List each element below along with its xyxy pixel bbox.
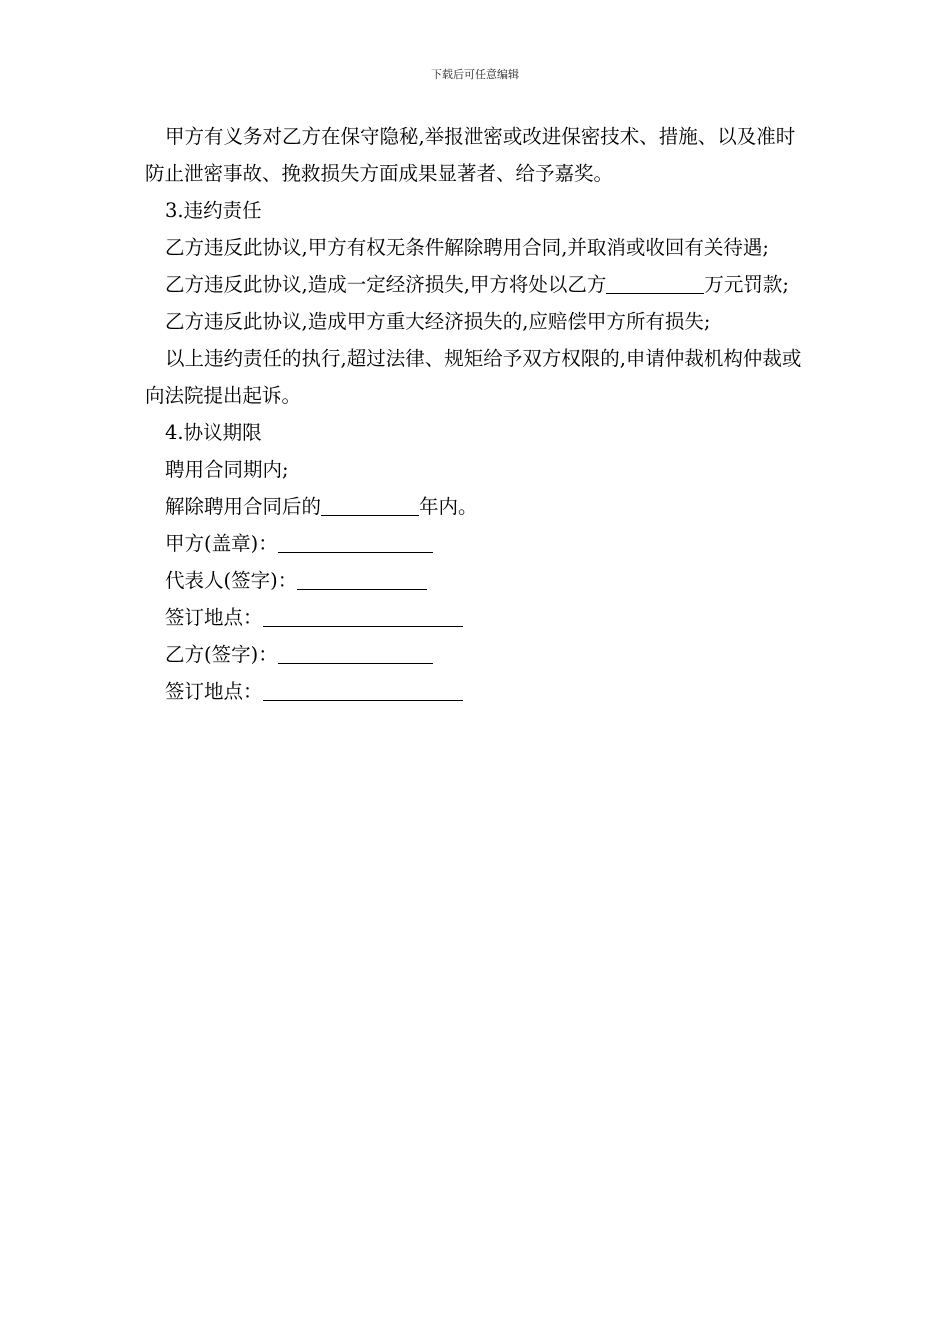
paragraph-compensation: 乙方违反此协议,造成甲方重大经济损失的,应赔偿甲方所有损失; — [165, 310, 711, 333]
page-header: 下载后可任意编辑 — [431, 68, 519, 81]
fine-text-end: 万元罚款; — [704, 273, 789, 296]
section-heading-breach: 3.违约责任 — [165, 199, 262, 222]
term-text-end: 年内。 — [419, 495, 478, 518]
section-heading-term: 4.协议期限 — [165, 421, 262, 444]
party-b-label: 乙方(签字)： — [165, 643, 278, 666]
signature-place-2 — [145, 673, 810, 710]
fine-text-start: 乙方违反此协议,造成一定经济损失,甲方将处以乙方 — [165, 273, 607, 296]
signature-party-b — [145, 636, 810, 673]
paragraph-terminate: 乙方违反此协议,甲方有权无条件解除聘用合同,并取消或收回有关待遇; — [165, 236, 769, 259]
term-text-start: 解除聘用合同后的 — [165, 495, 322, 518]
document-body — [145, 118, 810, 710]
signature-party-a — [145, 525, 810, 562]
paragraph-reward: 甲方有义务对乙方在保守隐秘,举报泄密或改进保密技术、措施、以及准时防止泄密事故、挽救损失方面成果显著者、给予嘉奖。 — [145, 125, 796, 185]
signature-place-1 — [145, 599, 810, 636]
place-2-label: 签订地点： — [165, 680, 263, 703]
paragraph-term-after — [145, 488, 810, 525]
paragraph-arbitration: 以上违约责任的执行,超过法律、规矩给予双方权限的,申请仲裁机构仲裁或向法院提出起诉。 — [145, 347, 802, 407]
signature-representative — [145, 562, 810, 599]
representative-label: 代表人(签字)： — [165, 569, 298, 592]
party-a-label: 甲方(盖章)： — [165, 532, 278, 555]
party-a-seal-blank[interactable] — [278, 530, 433, 553]
term-years-blank[interactable] — [321, 493, 419, 516]
paragraph-fine — [145, 266, 810, 303]
place-2-blank[interactable] — [263, 678, 463, 701]
paragraph-term-during: 聘用合同期内; — [165, 458, 289, 481]
fine-amount-blank[interactable] — [606, 271, 704, 294]
party-b-sign-blank[interactable] — [278, 641, 433, 664]
representative-sign-blank[interactable] — [297, 567, 427, 590]
place-1-label: 签订地点： — [165, 606, 263, 629]
place-1-blank[interactable] — [263, 604, 463, 627]
